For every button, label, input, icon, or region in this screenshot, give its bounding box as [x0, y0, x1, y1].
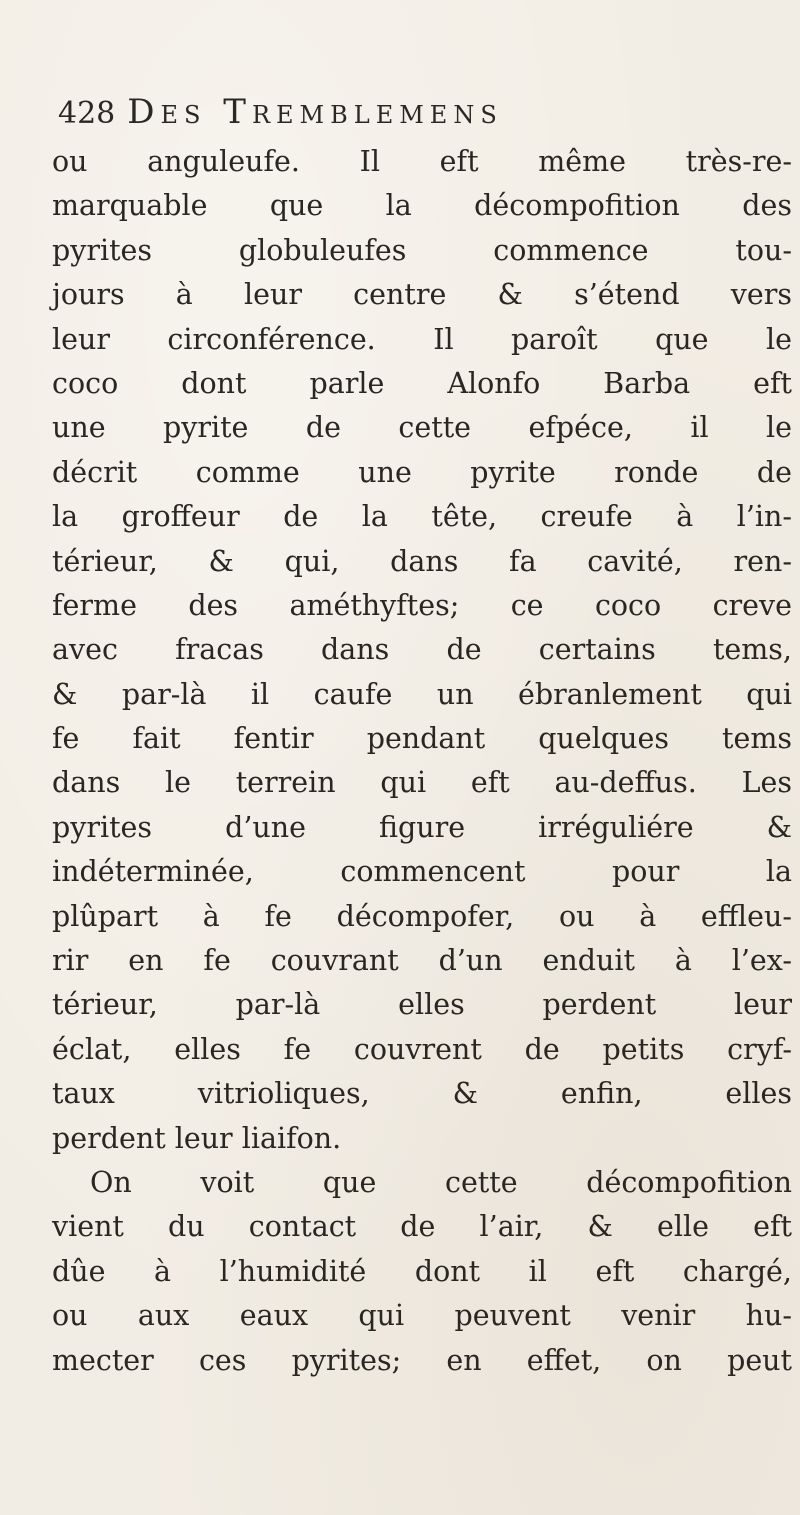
running-title: Des Tremblemens [127, 92, 503, 132]
body-text [52, 140, 792, 1383]
text-line: éclat, elles fe couvrent de petits cryf- [52, 1032, 792, 1066]
text-line: décrit comme une pyrite ronde de [52, 455, 792, 489]
text-line: & par-là il caufe un ébranlement qui [52, 677, 792, 711]
text-line: térieur, & qui, dans fa cavité, ren- [52, 544, 792, 578]
text-line: térieur, par-là elles perdent leur [52, 988, 792, 1022]
running-head [58, 92, 798, 132]
text-line: rir en fe couvrant d’un enduit à l’ex- [52, 944, 792, 978]
text-line: indéterminée, commencent pour la [52, 855, 792, 889]
text-line: une pyrite de cette efpéce, il le [52, 411, 792, 445]
text-line-paragraph-start: On voit que cette décompofition [90, 1165, 792, 1199]
text-line: vient du contact de l’air, & elle eft [52, 1210, 792, 1244]
text-line: fe fait fentir pendant quelques tems [52, 722, 792, 756]
text-line: marquable que la décompofition des [52, 189, 792, 223]
page-number: 428 [58, 96, 116, 131]
text-line: jours à leur centre & s’étend vers [52, 278, 792, 312]
text-line: coco dont parle Alonfo Barba eft [52, 366, 792, 400]
text-line: pyrites globuleufes commence tou- [52, 233, 792, 267]
text-line-paragraph-end: perdent leur liaifon. [52, 1121, 342, 1155]
text-line: avec fracas dans de certains tems, [52, 633, 792, 667]
text-line: ou anguleufe. Il eft même très-re- [52, 145, 792, 178]
text-line: dûe à l’humidité dont il eft chargé, [52, 1254, 792, 1288]
text-line: mecter ces pyrites; en effet, on peut [52, 1343, 792, 1377]
text-line: plûpart à fe décompofer, ou à effleu- [52, 899, 792, 933]
text-line: pyrites d’une figure irréguliére & [52, 810, 792, 844]
text-line: dans le terrein qui eft au-deffus. Les [52, 766, 792, 800]
text-line: ferme des améthyftes; ce coco creve [52, 588, 792, 622]
text-line: ou aux eaux qui peuvent venir hu- [52, 1299, 792, 1333]
text-line: la groffeur de la tête, creufe à l’in- [52, 500, 792, 534]
text-line: taux vitrioliques, & enfin, elles [52, 1077, 792, 1111]
text-line: leur circonférence. Il paroît que le [52, 322, 792, 356]
